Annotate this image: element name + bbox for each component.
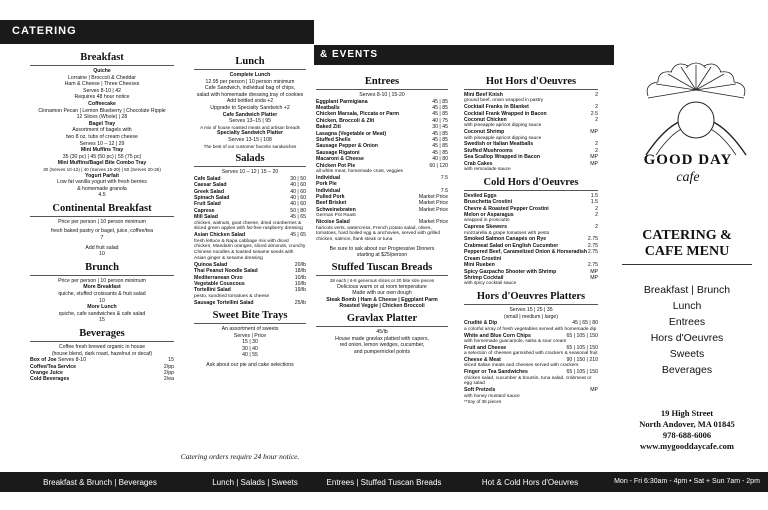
yogurt-desc-2: & homemade granola <box>77 185 127 192</box>
brunch-line: Price per person | 10 person minimum <box>58 277 146 284</box>
entree-name: Macaroni & Cheese <box>316 156 364 163</box>
hot-hors-desc: with pineapple apricot dipping sauce <box>464 135 542 141</box>
entree-name: Individual <box>316 187 341 194</box>
entree-price: 40 | 80 <box>432 156 448 163</box>
coffeecake-price: 12 Slices (Whole) | 28 <box>76 114 128 121</box>
sunflower-logo-icon <box>626 60 766 160</box>
sweets-line: Serves | Price <box>233 332 267 339</box>
hot-hors-desc: ground beef, onion wrapped in pastry <box>464 98 544 104</box>
entree-price: 30 | 45 <box>432 124 448 131</box>
menu-item: Lunch <box>672 300 702 312</box>
hors-panel <box>454 0 606 510</box>
website-link[interactable]: www.mygooddaycafe.com <box>640 441 734 451</box>
menu-title-2: CAFE MENU <box>644 244 730 259</box>
quiche-notice: Requires 48 hour notice <box>74 94 130 101</box>
lunch-title: Lunch <box>235 56 265 67</box>
cold-hors-name: Bruschetta Crostini <box>464 199 513 206</box>
salad-price: 10/lb <box>294 280 306 287</box>
entree-price: Market Price <box>418 194 448 201</box>
entree-price: 45 | 85 <box>432 111 448 118</box>
gravlax-line: red onion, lemon wedges, cucumber, <box>339 342 425 349</box>
catering-heading: CATERING <box>12 25 77 37</box>
continental-line: Add fruit salad <box>85 244 119 251</box>
cold-hors-price: 2 <box>595 212 598 219</box>
entrees-sub: Serves 8-10 | 15-20 <box>359 92 405 98</box>
cold-hors-name: Spicy Gazpacho Shooter with Shrimp <box>464 268 557 275</box>
order-notice: Catering orders require 24 hour notice. <box>180 452 300 461</box>
sweets-title: Sweet Bite Trays <box>212 309 288 321</box>
menu-title-1: CATERING & <box>642 228 732 243</box>
cafe-platter-line: A mix of house roasted meats and artisan breads <box>200 124 300 130</box>
platter-desc: a colorful array of fresh vegetables served with homemade dip <box>464 326 597 332</box>
cold-hors-desc: with spicy cocktail sauce <box>464 281 517 287</box>
cold-hors-name: Chevre & Roasted Pepper Crostini <box>464 205 549 212</box>
hot-hors-name: Cocktail Franks in Blanket <box>464 104 529 111</box>
tuscan-line: Delicious warm or at room temperature <box>337 283 427 290</box>
entrees-panel <box>314 0 454 510</box>
cold-hors-name: Peppered Beef, Caramelized Onion & Horseradish Cream Crostini <box>464 249 588 262</box>
beverage-name: Cold Beverages <box>30 376 70 383</box>
continental-line: fresh baked pastry or bagel, juice, coffee/tea <box>51 228 153 235</box>
entrees-title: Entrees <box>364 76 400 87</box>
entree-name: Sausage Pepper & Onion <box>316 143 378 150</box>
hot-hors-name: Sea Scallop Wrapped in Bacon <box>464 154 541 161</box>
salad-price: 25/lb <box>294 299 306 306</box>
complete-lunch-line: 12.95 per person | 10 person minimum <box>205 78 295 85</box>
brunch-line: More Breakfast <box>83 284 121 291</box>
menu-item: Beverages <box>661 364 713 376</box>
tuscan-line: Steak Bomb | Ham & Cheese | Eggplant Parm <box>326 296 438 303</box>
cold-hors-name: Smoked Salmon Canapés on Rye <box>464 236 547 243</box>
beverage-price: 2/ea <box>163 376 174 383</box>
entree-price: Market Price <box>418 206 448 213</box>
salads-title: Salads <box>235 153 265 165</box>
platters-sub: (small | medium | large) <box>503 313 558 320</box>
salad-name: Sausage Tortellini Salad <box>194 299 254 306</box>
hot-hors-list <box>464 92 598 173</box>
entree-price: 45 | 85 <box>432 105 448 111</box>
hot-hors-price: 2.5 <box>590 110 598 117</box>
salad-name: Greek Salad <box>194 188 224 195</box>
breakfast-title: Breakfast <box>80 52 124 63</box>
footer-entrees: Entrees | Stuffed Tuscan Breads <box>326 478 442 487</box>
cold-hors-price: 2 <box>595 205 598 212</box>
hot-hors-price: 2 <box>595 141 598 148</box>
entree-name: Pulled Pork <box>316 194 345 201</box>
entree-name: Schweinebraten <box>316 206 356 213</box>
cold-hors-price: 2 <box>595 224 598 231</box>
platter-name: White and Blue Corn Chips <box>464 332 531 339</box>
salad-name: Tortellini Salad <box>194 287 231 294</box>
sweets-line: An assortment of sweets <box>221 325 279 332</box>
yogurt-desc-1: Low fat vanilla yogurt with fresh berries <box>57 179 147 186</box>
salad-name: Thai Peanut Noodle Salad <box>194 268 258 275</box>
entree-price: Market Price <box>418 219 448 226</box>
salad-list <box>194 176 306 306</box>
entree-name: Meatballs <box>316 105 340 111</box>
hot-hors-price: 2 <box>595 104 598 111</box>
progressive-line: Be sure to ask about our Progressive Dinners <box>329 245 435 252</box>
cold-hors-price: MP <box>590 274 598 281</box>
salad-name: Caesar Salad <box>194 182 227 189</box>
bagel-tray-desc-1: Assortment of bagels with <box>72 127 132 134</box>
salad-name: Fruit Salad <box>194 201 221 208</box>
quiche-name: Quiche <box>93 68 111 74</box>
footer-breakfast: Breakfast & Brunch | Beverages <box>43 478 157 487</box>
footer-hors: Hot & Cold Hors d'Oeuvres <box>481 478 579 487</box>
brunch-title: Brunch <box>85 261 119 273</box>
entree-name: Lasagna (Vegetable or Meat) <box>316 130 387 137</box>
entree-name: Nicoise Salad <box>316 219 350 226</box>
events-heading: & EVENTS <box>320 49 379 60</box>
sweets-note: Ask about our pie and cake selections <box>206 361 294 368</box>
entree-name: Individual <box>316 174 341 181</box>
bagel-tray-desc-2: two 8 oz. tubs of cream cheese <box>66 133 138 140</box>
beverage-name: Box of Joe <box>30 357 57 364</box>
salad-price: 10/lb <box>294 274 306 281</box>
cold-hors-list <box>464 193 598 287</box>
entree-price: 40 | 75 <box>432 117 448 124</box>
platter-name: Fruit and Cheese <box>464 344 507 351</box>
beverages-title: Beverages <box>79 328 125 339</box>
phone-number: 978-688-6006 <box>662 430 712 440</box>
salad-price: 40 | 60 <box>290 182 306 189</box>
entree-price: 45 | 85 <box>432 130 448 137</box>
platter-price: 65 | 105 | 150 <box>566 369 598 376</box>
cold-hors-title: Cold Hors d'Oeuvres <box>483 176 579 188</box>
spec-platter-name: Specialty Sandwich Platter <box>216 130 284 137</box>
quiche-flavors-1: Lorraine | Broccoli & Cheddar <box>68 74 136 81</box>
hot-hors-name: Cocktail Frank Wrapped in Bacon <box>464 110 547 117</box>
entree-desc: all white meat, homemade crust, veggies <box>316 169 403 175</box>
address-line-2: North Andover, MA 01845 <box>639 419 735 429</box>
salad-price: 30 | 50 <box>290 175 306 182</box>
hot-hors-desc: with pineapple apricot dipping sauce <box>464 123 542 129</box>
hot-hors-price: MP <box>590 160 598 167</box>
gravlax-title: Gravlax Platter <box>346 313 418 325</box>
hot-hors-name: Stuffed Mushrooms <box>464 147 513 154</box>
cafe-platter-name: Cafe Sandwich Platter <box>222 111 278 118</box>
salad-price: 45 | 65 <box>290 232 306 239</box>
coffeecake-flavors: Cinnamon Pecan | Lemon Blueberry | Chocolate Ripple <box>38 107 166 114</box>
address-block <box>612 408 762 452</box>
cold-hors-desc: mozzarella & grape tomatoes with pesto <box>464 230 550 236</box>
salad-price: 18/lb <box>294 268 306 275</box>
beverage-name: Orange Juice <box>30 370 63 376</box>
gravlax-line: 45/lb <box>376 329 388 336</box>
salad-price: 40 | 60 <box>290 201 306 208</box>
complete-lunch-line: Cafe Sandwich, individual bag of chips, <box>204 85 296 92</box>
beverage-price: 15 <box>168 357 174 364</box>
beverages-intro: (house blend, dark roast, hazelnut or decaf) <box>51 350 153 357</box>
cold-hors-desc: wrapped in prosciutto <box>464 218 510 224</box>
progressive-line: starting at $25/person <box>356 252 408 259</box>
salad-price: 19/lb <box>294 287 306 294</box>
brunch-line: quiche, stuffed croissants & fruit salad <box>58 291 146 298</box>
cold-hors-price: 2.75 <box>587 236 598 243</box>
menu-item: Hors d'Oeuvres <box>650 332 724 344</box>
salad-price: 20/lb <box>294 261 306 268</box>
platter-list <box>464 320 598 399</box>
hot-hors-name: Coconut Chicken <box>464 117 507 124</box>
cold-hors-price: 2.75 <box>587 249 598 256</box>
hot-hors-desc: with remoulade sauce <box>464 167 511 173</box>
platters-title: Hors d'Oeuvres Platters <box>476 291 586 303</box>
cold-hors-price: 2.75 <box>587 262 598 269</box>
tuscan-line: 28 each | 6-8 generous slices or 20 bite size pieces <box>329 278 435 284</box>
hot-hors-price: 2 <box>595 92 598 98</box>
salad-name: Asian Chicken Salad <box>194 232 246 239</box>
gravlax-line: House made gravlax platted with capers, <box>335 335 429 342</box>
platter-price: 45 | 65 | 80 <box>572 320 598 327</box>
entree-price: 45 | 85 <box>432 143 448 150</box>
entree-name: Stuffed Shells <box>316 137 351 144</box>
entree-price: 45 | 85 <box>432 149 448 156</box>
entree-price: Market Price <box>418 200 448 207</box>
salads-sub: Serves 10 – 12 | 15 – 20 <box>221 169 279 176</box>
coffeecake-name: Coffeecake <box>88 100 116 107</box>
salad-desc: chicken, walnuts, goat cheese, dried cranberries & sliced green apples with fat-free raspberry dressing <box>194 220 303 232</box>
cold-hors-name: Shrimp Cocktail <box>464 274 504 281</box>
salad-name: Mill Salad <box>194 214 218 221</box>
entree-price: 7.5 <box>440 174 448 181</box>
brunch-line: More Lunch <box>87 304 117 311</box>
beverage-note: Serves 8-10 <box>57 357 86 364</box>
cover-panel <box>606 0 768 510</box>
entree-name: Chicken, Broccoli & Ziti <box>316 117 375 124</box>
complete-lunch-line: Upgrade to Specialty Sandwich +2 <box>210 104 290 111</box>
salad-desc: pesto, sundried tomatoes & cheese <box>194 293 270 299</box>
salad-name: Caprese <box>194 207 215 214</box>
tuscan-line: Roasted Veggie | Chicken Broccoli <box>339 303 425 310</box>
hot-hors-name: Swedish or Italian Meatballs <box>464 141 534 148</box>
entree-name: Chicken Marsala, Piccata or Parm <box>316 111 400 118</box>
hot-hors-title: Hot Hors d'Oeuvres <box>485 76 577 87</box>
brunch-line: 10 <box>99 297 105 304</box>
beverage-name: Coffee/Tea Service <box>30 363 77 370</box>
platter-desc: chicken salad, cucumber & boursin, tuna salad, crabmeat or egg salad <box>464 375 592 387</box>
continental-line: 7 <box>100 235 104 242</box>
continental-title: Continental Breakfast <box>52 202 152 214</box>
cafe-platter-line: Serves 13–15 | 95 <box>228 118 271 125</box>
salad-name: Cafe Salad <box>194 175 221 182</box>
platter-desc: sliced Italian meats and cheeses served with crackers <box>464 363 579 369</box>
sweets-line: 15 | 30 <box>242 339 258 346</box>
platter-name: Soft Pretzels <box>464 387 496 394</box>
beverage-price: 2/pp <box>163 370 174 376</box>
quiche-price: Serves 8-10 | 42 <box>83 87 121 94</box>
platter-desc: with homemade guacamole, salsa & sour cream <box>464 338 567 344</box>
complete-lunch-line: Add bottled soda +2 <box>226 98 274 105</box>
tuscan-line: Made with our own dough <box>352 290 412 297</box>
bagel-tray-price: Serves 10 – 12 | 29 <box>79 140 125 147</box>
cold-hors-name: Caprese Skewers <box>464 224 507 231</box>
salad-name: Spinach Salad <box>194 194 230 201</box>
breakfast-panel <box>0 0 196 510</box>
entree-price: 7.5 <box>440 187 448 194</box>
bagel-tray-name: Bagel Tray <box>88 120 116 127</box>
entree-price: 45 | 85 <box>432 98 448 105</box>
yogurt-price: 4.5 <box>98 192 106 199</box>
complete-lunch-line: salad with homemade dressing,tray of cookies <box>196 91 304 98</box>
cold-hors-price: 1.5 <box>590 192 598 199</box>
entree-name: Chicken Pot Pie <box>316 162 356 169</box>
platter-price: 65 | 105 | 150 <box>566 344 598 351</box>
cold-hors-name: Deviled Eggs <box>464 192 497 199</box>
cold-hors-name: Crabmeat Salad on English Cucumber <box>464 242 559 249</box>
yogurt-name: Yogurt Parfait <box>85 172 119 179</box>
cold-hors-price: 1.5 <box>590 199 598 206</box>
entree-name: Eggplant Parmigiana <box>316 98 368 105</box>
beverage-row <box>30 376 174 382</box>
platters-sub: Serves 15 | 25 | 35 <box>509 307 553 314</box>
sweets-line: 40 | 55 <box>242 352 258 359</box>
muffins-name: Mini Muffins Tray <box>80 147 124 154</box>
salad-name: Quinoa Salad <box>194 261 228 268</box>
muffins-price: 35 (30 pc) | 45 (50 pc) | 55 (75 pc) <box>62 153 142 160</box>
spec-platter-line: The best of our customer favorite sandwiches <box>203 143 297 149</box>
combo-price: 30 (Serves 10-12) | 40 (Serves 15-20) | 50 (Serves 20-25) <box>43 166 161 172</box>
footer-lunch: Lunch | Salads | Sweets <box>212 478 298 487</box>
brand-name: GOOD DAY <box>643 152 733 168</box>
menu-title-divider <box>622 264 752 265</box>
platter-price: 65 | 105 | 150 <box>566 332 598 339</box>
platter-price: 90 | 150 | 210 <box>566 356 598 363</box>
menu-item: Breakfast | Brunch <box>643 284 731 296</box>
brand-script: cafe <box>676 170 700 185</box>
platter-name: Finger or Tea Sandwiches <box>464 369 528 376</box>
menu-item: Sweets <box>669 348 705 360</box>
hot-hors-price: MP <box>590 129 598 136</box>
cold-hors-price: 2.75 <box>587 242 598 249</box>
platter-price: MP <box>590 387 598 394</box>
cold-hors <box>464 249 598 262</box>
cold-hors-name: Melon or Asparagus <box>464 212 514 219</box>
combo-name: Mini Muffins/Bagel Bite Combo Tray <box>57 160 147 167</box>
salad-name: Mediterranean Orzo <box>194 274 243 281</box>
platter-name: Cheese & Meat <box>464 356 501 363</box>
platter-name: Crudité & Dip <box>464 320 498 327</box>
entree-price: 60 | 120 <box>429 162 448 169</box>
salad-price: 40 | 60 <box>290 194 306 201</box>
lunch-panel <box>196 0 314 510</box>
entree-list <box>316 99 448 243</box>
continental-line: 10 <box>99 251 105 258</box>
continental-line: Price per person | 10 person minimum <box>58 218 146 225</box>
platter-desc: with honey mustard sauce <box>464 393 520 399</box>
salad-desc: fresh lettuce & Napa cabbage mix with diced chicken, Mandarin oranges, sliced almonds, crunchy Chinese noodles & toasted sesame seeds with Asian ginger & sesame dressing <box>194 238 306 261</box>
entree-name: Sausage Rigatoni <box>316 149 360 156</box>
hot-hors-price: 2 <box>595 117 598 124</box>
sweets-line: 30 | 40 <box>242 345 258 352</box>
spec-platter-line: Serves 13-15 | 108 <box>228 136 272 143</box>
entree-name: Baked Ziti <box>316 124 341 131</box>
hot-hors-name: Mini Beef Knish <box>464 92 503 98</box>
complete-lunch-name: Complete Lunch <box>229 72 271 78</box>
beverage-price: 2/pp <box>163 363 174 370</box>
platters-note: **tray of 36 pieces <box>464 399 502 405</box>
footer-hours: Mon - Fri 6:30am - 4pm • Sat + Sun 7am - 2pm <box>614 478 760 485</box>
cold-hors-price: MP <box>590 268 598 275</box>
hot-hors-price: MP <box>590 154 598 161</box>
beverages-intro: Coffee fresh brewed organic in house <box>58 344 146 350</box>
entree-name: Beef Brisket <box>316 200 347 207</box>
platter-desc: a selection of cheeses garnished with crackers & seasonal fruit <box>464 351 598 357</box>
quiche-flavors-2: Ham & Cheese | Three Cheeses <box>64 81 140 88</box>
salad-price: 50 | 80 <box>290 207 306 214</box>
entree-desc: German Pot Roast <box>316 213 356 219</box>
cold-hors-name: Mini Rueben <box>464 262 495 269</box>
tuscan-title: Stuffed Tuscan Breads <box>331 262 433 274</box>
gravlax-line: and pumpernickel points <box>353 348 411 355</box>
menu-list <box>612 282 762 378</box>
salad-price: 40 | 60 <box>290 188 306 195</box>
hot-hors-price: 2 <box>595 147 598 154</box>
menu-item: Entrees <box>668 316 706 328</box>
hot-hors-name: Crab Cakes <box>464 160 493 167</box>
entree-price: 45 | 85 <box>432 137 448 144</box>
salad-name: Vegetable Couscous <box>194 280 245 287</box>
entree-desc: haricots verts, watercress, French potato salad, olives, tomatoes, hard boiled egg & anchovies, served with grilled chicken, salmon, flank steak or tuna <box>316 225 440 243</box>
salad <box>194 300 306 306</box>
entree-name: Pork Pie <box>316 181 337 188</box>
hot-hors-name: Coconut Shrimp <box>464 129 505 136</box>
address-line-1: 19 High Street <box>660 408 714 418</box>
salad-price: 45 | 65 <box>290 214 306 221</box>
brunch-line: 15 <box>99 317 105 324</box>
brunch-line: quiche, cafe sandwiches & cafe salad <box>58 310 146 317</box>
